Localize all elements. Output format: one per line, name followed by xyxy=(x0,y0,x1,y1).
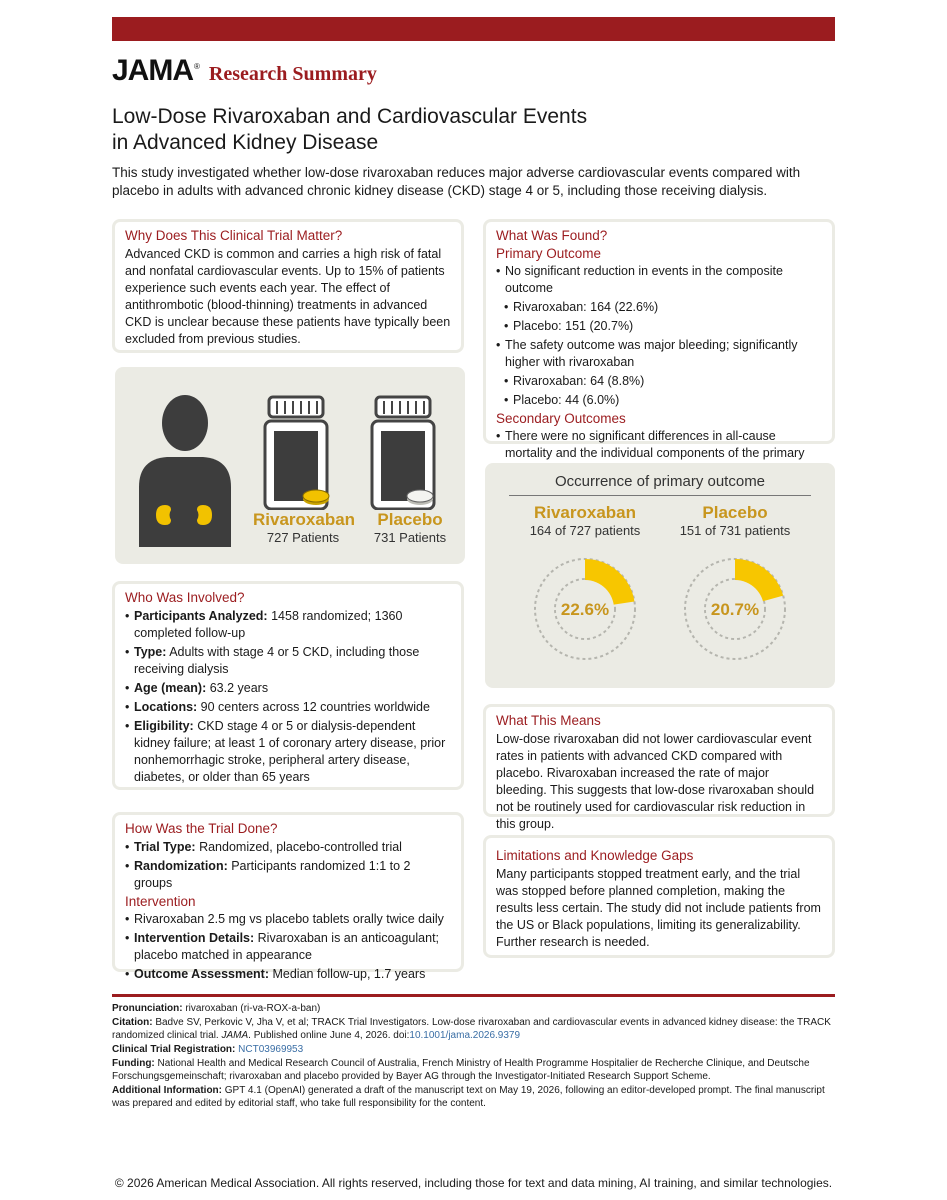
pie-value-label-1: 22.6% xyxy=(560,600,610,619)
list-item: • Rivaroxaban 2.5 mg vs placebo tablets orally twice daily xyxy=(125,911,451,928)
list-item: • Placebo: 151 (20.7%) xyxy=(504,318,822,335)
primary-outcome-chart xyxy=(485,463,835,688)
series-label-1: Rivaroxaban 164 of 727 patients xyxy=(529,503,641,538)
list-item: • Intervention Details: Rivaroxaban is an anticoagulant; placebo matched in appearance xyxy=(125,930,451,964)
journal-brand xyxy=(112,54,377,88)
top-color-bar xyxy=(112,17,835,41)
citation: Citation: Badve SV, Perkovic V, Jha V, et al; TRACK Trial Investigators. Low-dose rivaroxaban and cardiovascular events in advanced kidney disease: the TRACK randomized clinical trial. JAMA. Published online June 4, 2026. doi:10.1001/jama.2026.9379 xyxy=(112,1017,831,1041)
how-done-box xyxy=(112,812,464,981)
list-item: • Outcome Assessment: Median follow-up, 1.7 years xyxy=(125,966,451,983)
series-label-2: Placebo 151 of 731 patients xyxy=(679,503,791,538)
arm-1-label: Rivaroxaban 727 Patients xyxy=(253,510,356,545)
chart-title: Occurrence of primary outcome xyxy=(554,473,766,490)
list-item: • Placebo: 44 (6.0%) xyxy=(504,392,822,409)
doi-link[interactable]: 10.1001/jama.2026.9379 xyxy=(409,1030,521,1041)
tablet-icon xyxy=(301,487,331,507)
who-involved-box xyxy=(112,581,464,790)
limitations-heading: Limitations and Knowledge Gaps xyxy=(496,848,694,863)
what-means-box xyxy=(483,704,835,831)
study-arms-graphic xyxy=(115,367,465,564)
why-heading: Why Does This Clinical Trial Matter? xyxy=(125,228,343,243)
title-line-2: in Advanced Kidney Disease xyxy=(112,131,379,154)
pie-charts xyxy=(485,463,835,688)
journal-logo: JAMA® xyxy=(112,54,199,87)
list-item: • Participants Analyzed: 1458 randomized; 1360 completed follow-up xyxy=(125,608,451,642)
footnotes xyxy=(112,1002,837,1111)
intervention-heading: Intervention xyxy=(125,894,196,909)
secondary-outcome-heading: Secondary Outcomes xyxy=(496,411,626,426)
intervention-list xyxy=(125,911,451,983)
list-item: • Age (mean): 63.2 years xyxy=(125,680,451,697)
what-found-box xyxy=(483,219,835,460)
who-heading: Who Was Involved? xyxy=(125,590,245,605)
list-item: • Type: Adults with stage 4 or 5 CKD, including those receiving dialysis xyxy=(125,644,451,678)
list-item: • Rivaroxaban: 164 (22.6%) xyxy=(504,299,822,316)
list-item: • Trial Type: Randomized, placebo-controlled trial xyxy=(125,839,451,856)
funding: Funding: National Health and Medical Research Council of Australia, French Ministry of Health Programme Hospitalier de Recherche Clinique, and Deutsche Forschungsgemeinschaft; rivaroxaban and placebo provided by Bayer AG through the Investigator-Initiated Research Support Scheme. xyxy=(112,1058,810,1082)
footer-rule xyxy=(112,994,835,997)
primary-outcome-heading: Primary Outcome xyxy=(496,246,602,261)
page-title xyxy=(112,104,712,156)
why-matter-box xyxy=(112,219,464,353)
found-heading: What Was Found? xyxy=(496,228,608,243)
series-label: Research Summary xyxy=(208,63,377,85)
arm-2-label: Placebo 731 Patients xyxy=(373,510,447,545)
why-body: Advanced CKD is common and carries a high risk of fatal and nonfatal cardiovascular events. Up to 15% of patients experience such events each year. The effect of antithrombotic (blood-thinning) treatments in advanced CKD is unclear because these patients have typically been excluded from previous studies. xyxy=(125,247,451,346)
means-heading: What This Means xyxy=(496,713,601,728)
who-list xyxy=(125,608,451,786)
list-item: • Rivaroxaban: 64 (8.8%) xyxy=(504,373,822,390)
how-heading: How Was the Trial Done? xyxy=(125,821,278,836)
registration-link[interactable]: NCT03969953 xyxy=(238,1044,304,1055)
list-item: • Eligibility: CKD stage 4 or 5 or dialysis-dependent kidney failure; at least 1 of coronary artery disease, prior nonhemorrhagic stroke, peripheral artery disease, diabetes, or older than 65 years xyxy=(125,718,451,786)
how-list xyxy=(125,839,451,892)
limitations-box xyxy=(483,835,835,958)
list-item: • There were no significant differences in all-cause mortality and the individual components of the primary xyxy=(496,428,822,479)
primary-outcome-list xyxy=(496,263,822,409)
pronunciation: Pronunciation: rivaroxaban (ri-va-ROX-a-ban) xyxy=(112,1003,321,1014)
title-line-1: Low-Dose Rivaroxaban and Cardiovascular Events xyxy=(112,105,588,128)
list-item: • The safety outcome was major bleeding; significantly higher with rivaroxaban xyxy=(496,337,822,371)
list-item: • No significant reduction in events in the composite outcome xyxy=(496,263,822,297)
means-body: Low-dose rivaroxaban did not lower cardiovascular event rates in patients with advanced CKD compared with placebo. Rivaroxaban increased the rate of major bleeding. This suggests that low-dose rivaroxaban should not be routinely used for cardiovascular risk reduction in this group. xyxy=(496,732,815,831)
list-item: • Locations: 90 centers across 12 countries worldwide xyxy=(125,699,451,716)
additional-information: Additional Information: GPT 4.1 (OpenAI) generated a draft of the manuscript text on May 19, 2026, following an editor-developed prompt. The final manuscript was prepared and edited by editorial staff, who take full responsibility for the content. xyxy=(112,1085,825,1109)
list-item: • Randomization: Participants randomized 1:1 to 2 groups xyxy=(125,858,451,892)
limitations-body: Many participants stopped treatment early, and the trial was stopped before planned completion, making the results less certain. The study did not include patients from the US or Black populations, limiting its generalizability. Further research is needed. xyxy=(496,867,821,949)
copyright: © 2026 American Medical Association. All rights reserved, including those for text and data mining, AI training, and similar technologies. xyxy=(114,1176,833,1190)
intro-text: This study investigated whether low-dose rivaroxaban reduces major adverse cardiovascular events compared with placebo in adults with advanced chronic kidney disease (CKD) stage 4 or 5, including those receiving dialysis. xyxy=(112,165,801,198)
pie-value-label-2: 20.7% xyxy=(710,600,760,619)
trial-registration: Clinical Trial Registration: NCT03969953 xyxy=(112,1044,304,1055)
patient-silhouette-icon xyxy=(137,387,237,547)
tablet-icon xyxy=(405,487,435,507)
